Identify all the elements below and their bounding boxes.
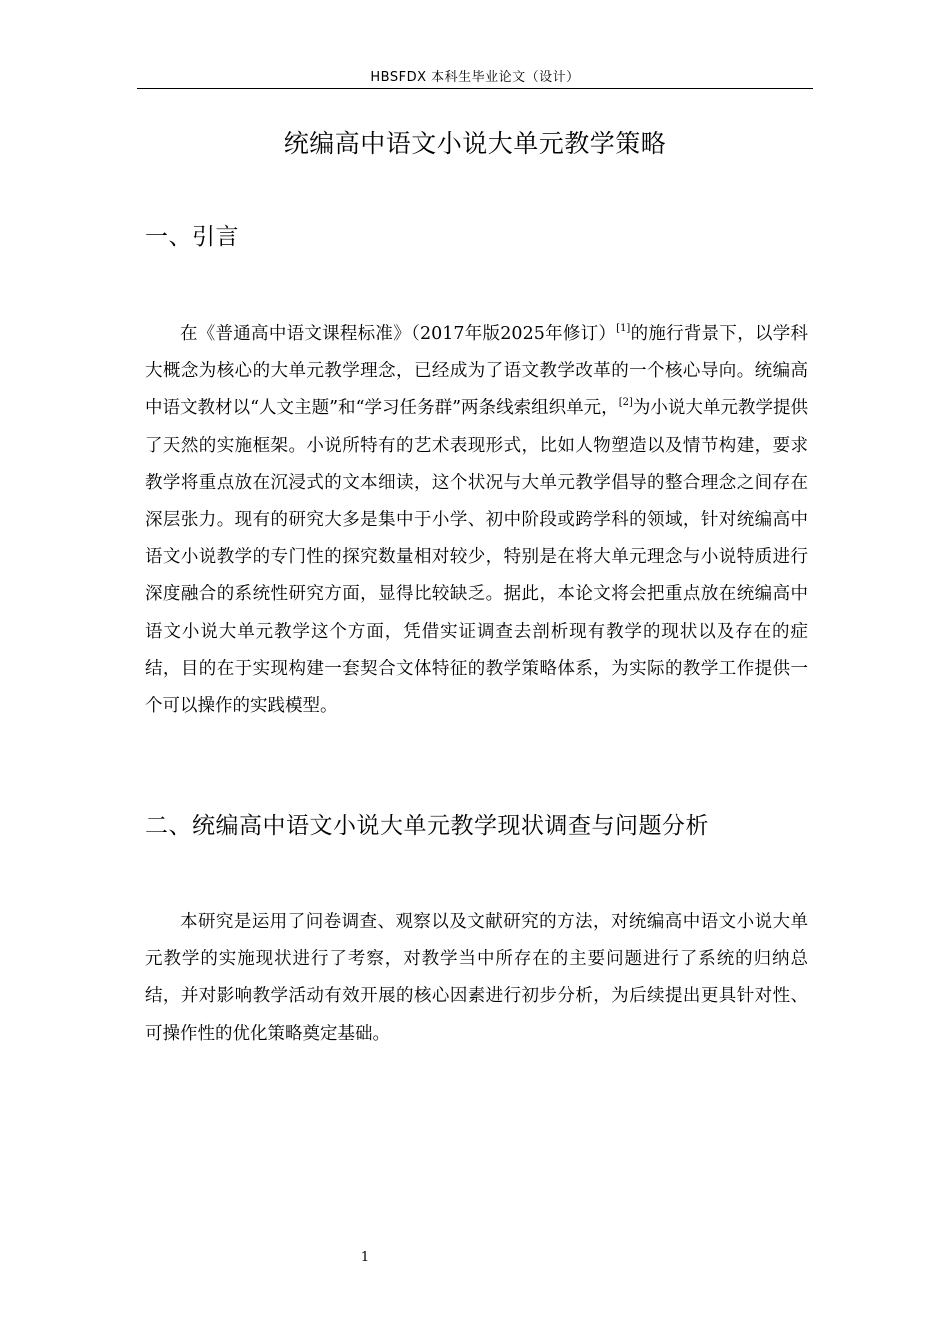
- introduction-paragraph: [145, 316, 808, 725]
- header-rule: [137, 88, 813, 89]
- citation-ref-1[interactable]: [1]: [616, 323, 631, 334]
- page-number: 1: [360, 1250, 370, 1265]
- paragraph-text: 为小说大单元教学提供了天然的实施框架。小说所特有的艺术表现形式，比如人物塑造以及情节构建，要求教学将重点放在沉浸式的文本细读，这个状况与大单元教学倡导的整合理念之间存在深层张力。现有的研究大多是集中于小学、初中阶段或跨学科的领域，针对统编高中语文小说教学的专门性的探究数量相对较少，特别是在将大单元理念与小说特质进行深度融合的系统性研究方面，显得比较缺乏。据此，本论文将会把重点放在统编高中语文小说大单元教学这个方面，凭借实证调查去剖析现有教学的现状以及存在的症结，目的在于实现构建一套契合文体特征的教学策略体系，为实际的教学工作提供一个可以操作的实践模型。: [145, 398, 808, 717]
- citation-ref-2[interactable]: [2]: [618, 397, 633, 409]
- running-header: HBSFDX 本科生毕业论文（设计）: [370, 70, 580, 85]
- paragraph-text: 在《普通高中语文课程标准》（2017年版2025年修订）: [180, 324, 617, 344]
- document-title: 统编高中语文小说大单元教学策略: [283, 129, 667, 158]
- section-heading-introduction: 一、引言: [145, 224, 239, 250]
- survey-paragraph: 本研究是运用了问卷调查、观察以及文献研究的方法，对统编高中语文小说大单元教学的实施现状进行了考察，对教学当中所存在的主要问题进行了系统的归纳总结，并对影响教学活动有效开展的核心因素进行初步分析，为后续提出更具针对性、可操作性的优化策略奠定基础。: [145, 912, 808, 1044]
- paragraph-text: 的施行背景下，以学科大概念为核心的大单元教学理念，已经成为了语文教学改革的一个核心导向。统编高中语文教材以“人文主题”和“学习任务群”两条线索组织单元，: [145, 324, 808, 419]
- section-heading-survey: 二、统编高中语文小说大单元教学现状调查与问题分析: [145, 813, 709, 839]
